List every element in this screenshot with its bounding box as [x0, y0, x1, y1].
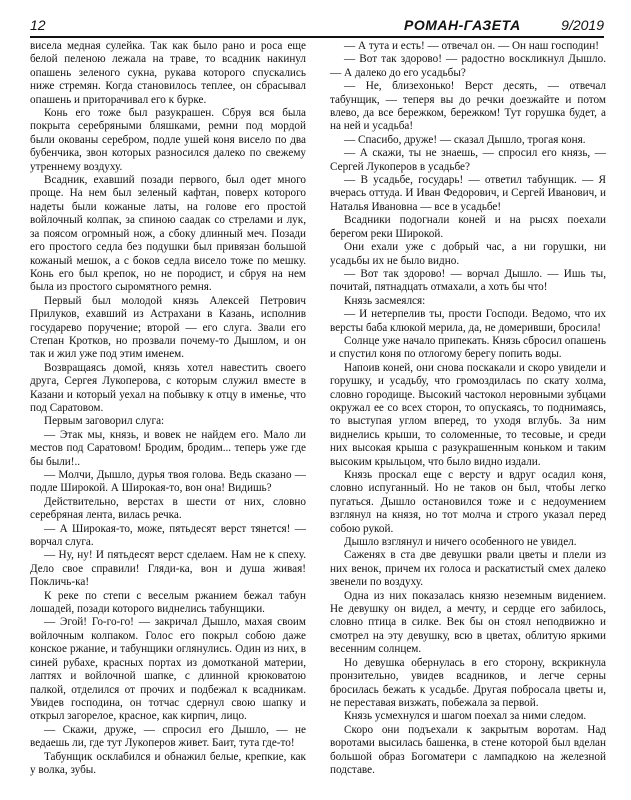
paragraph: Возвращаясь домой, князь хотел навестить своего друга, Сергея Лукоперова, с которым служил вместе в Казани и который уехал на побывку к отцу в именье, что под Саратовом.: [30, 361, 306, 414]
paragraph: Дышло взглянул и ничего особенного не увидел.: [344, 536, 577, 549]
paragraph: — В усадьбе, государь! — ответил табунщик. — Я вчерась оттуда. И Иван Федорович, и Сергей Иванович, и Наталья Ивановна — все в усадьбе!: [330, 174, 606, 213]
paragraph: Всадники подогнали коней и на рысях поехали берегом реки Широкой.: [330, 214, 606, 240]
paragraph: Всадник, ехавший позади первого, был одет много проще. На нем был зеленый кафтан, поверх которого надеты были кожаные латы, на голове его простой войлочный колпак, за спиною саадак со стрелами и лук, за поясом огромный нож, а сбоку длинный меч. Позади его простого седла без подушки был привязан большой кожаный мешок, а с боков седла висело тоже по мешку. Конь его был крепок, но не породист, и сбруя на нем была из простого сыромятного ремня.: [30, 174, 306, 294]
paragraph: — Скажи, друже, — спросил его Дышло, — не ведаешь ли, где тут Лукоперов живет. Баит, тута где-то!: [30, 723, 306, 750]
paragraph: — Не, близехонько! Верст десять, — отвечал табунщик, — теперя вы до речки доезжайте и потом влево, да все бережком, бережком! Тут горушка будет, а на ней и усадьба!: [330, 80, 606, 133]
paragraph: Они ехали уже с добрый час, а ни горушки, ни усадьбы их не было видно.: [330, 241, 606, 267]
publication-title: РОМАН-ГАЗЕТА: [404, 17, 521, 33]
paragraph: Напоив коней, они снова поскакали и скоро увидели и горушку, и усадьбу, что громоздилась по скату холма, словно городище. Высокий частокол неровными зубцами окружал ее со всех сторон, то опускаясь, то поднимаясь, то выступая углом вперед, то уходя вглубь. За ним виднелись крыши, то соломенные, то тесовые, и среди них высокая крыша с разукрашенным коньком и таким высоким крыльцом, что было видно издали.: [330, 361, 606, 468]
paragraph: Князь проскал еще с версту и вдруг осадил коня, словно испуганный. Но не таков он был, чтобы легко пугаться. Дышло остановился тоже и с недоумением взглянул на князя, но тот молча и строго указал перед собою рукой.: [330, 469, 606, 535]
paragraph: Князь усмехнулся и шагом поехал за ними следом.: [344, 710, 587, 723]
paragraph: Одна из них показалась князю неземным видением. Не девушку он видел, а мечту, и сердце его забилось, словно птица в силке. Век бы он стоял неподвижно и смотрел на эту девушку, всю в цветах, облитую яркими весенним солнцем.: [330, 589, 606, 656]
paragraph: — А Широкая-то, може, пятьдесят верст тянется! — ворчал слуга.: [30, 522, 306, 549]
paragraph: Солнце уже начало припекать. Князь сбросил опашень и спустил коня по отлогому берегу попить воды.: [330, 334, 606, 361]
paragraph: — А тута и есть! — отвечал он. — Он наш господин!: [344, 40, 599, 52]
paragraph: Конь его тоже был разукрашен. Сбруя вся была покрыта серебряными бляшками, ремни под мордой были окованы серебром, подле ушей коня висело по два бубенчика, звон которых разносился далеко по свежему утреннему воздуху.: [30, 107, 306, 173]
paragraph: — И нетерпелив ты, прости Господи. Ведомо, что их версты баба клюкой мерила, да, не домеривши, бросила!: [330, 308, 606, 334]
paragraph: Первый был молодой князь Алексей Петрович Прилуков, ехавший из Астрахани в Казань, исполнив государево поручение; второй — его слуга. Звали его Степан Кротков, но прозвали почему-то Дышлом, и он так и жил уже под этим именем.: [30, 294, 306, 361]
paragraph: — Вот так здорово! — радостно воскликнул Дышло. — А далеко до его усадьбы?: [330, 53, 606, 79]
header-rule: [30, 36, 604, 38]
paragraph: висела медная сулейка. Так как было рано и роса еще белой пеленою лежала на траве, то всадник накинул опашень зеленого сукна, рукава которого спускались ниже стремян. Когда становилось теплее, он сбрасывал опашень и приторачивал его к бурке.: [30, 40, 306, 106]
paragraph: — Эгой! Го-го-го! — закричал Дышло, махая своим войлочным колпаком. Голос его покрыл собою даже конское ржание, и табунщики оглянулись. Один из них, в синей рубахе, красных портах из домотканой материи, лаптях и войлочной шапке, с длинной крюковатою палкой, отделился от прочих и подбежал к всадникам. Увидев господина, он тотчас сдернул свою шапку и открыл загорелое, красное, как кирпич, лицо.: [30, 616, 306, 723]
paragraph: К реке по степи с веселым ржанием бежал табун лошадей, позади которого виднелись табунщики.: [30, 589, 306, 616]
page-header: [30, 16, 604, 36]
paragraph: — Спасибо, друже! — сказал Дышло, трогая коня.: [344, 133, 586, 146]
right-column: [330, 40, 606, 777]
paragraph: — Молчи, Дышло, дурья твоя голова. Ведь сказано — подле Широкой. А Широкая-то, вон она! Видишь?: [30, 469, 306, 495]
paragraph: Первым заговорил слуга:: [44, 415, 165, 428]
issue-number: 9/2019: [561, 17, 604, 33]
paragraph: Князь засмеялся:: [344, 294, 426, 307]
paragraph: Действительно, верстах в шести от них, словно серебряная лента, вилась речка.: [30, 495, 306, 522]
paragraph: — А скажи, ты не знаешь, — спросил его князь, — Сергей Лукоперов в усадьбе?: [330, 147, 606, 173]
paragraph: Табунщик осклабился и обнажил белые, крепкие, как у волка, зубы.: [30, 750, 306, 776]
paragraph: Саженях в ста две девушки рвали цветы и плели из них венок, причем их голоса и раскатистый смех далеко звенели по воздуху.: [330, 549, 606, 589]
paragraph: — Ну, ну! И пятьдесят верст сделаем. Нам не к спеху. Дело свое справили! Гляди-ка, вон и душа живая! Покличь-ка!: [30, 549, 306, 589]
paragraph: — Вот так здорово! — ворчал Дышло. — Ишь ты, почитай, пятнадцать отмахали, а хоть бы что!: [330, 267, 606, 294]
paragraph: Скоро они подъехали к закрытым воротам. Над воротами высилась башенка, в стене которой был вделан большой образ Богоматери с лампадкою на железной подставе.: [330, 723, 606, 776]
left-column: [30, 40, 306, 777]
page-number: 12: [30, 17, 46, 33]
paragraph: Но девушка обернулась в его сторону, вскрикнула пронзительно, увидев всадников, и легче серны бросилась бежать к усадьбе. Другая побросала цветы и, не переставая визжать, побежала за первой.: [330, 656, 606, 709]
paragraph: — Этак мы, князь, и вовек не найдем его. Мало ли местов под Саратовом! Бродим, бродим... теперь уже где бы были!..: [30, 428, 306, 468]
